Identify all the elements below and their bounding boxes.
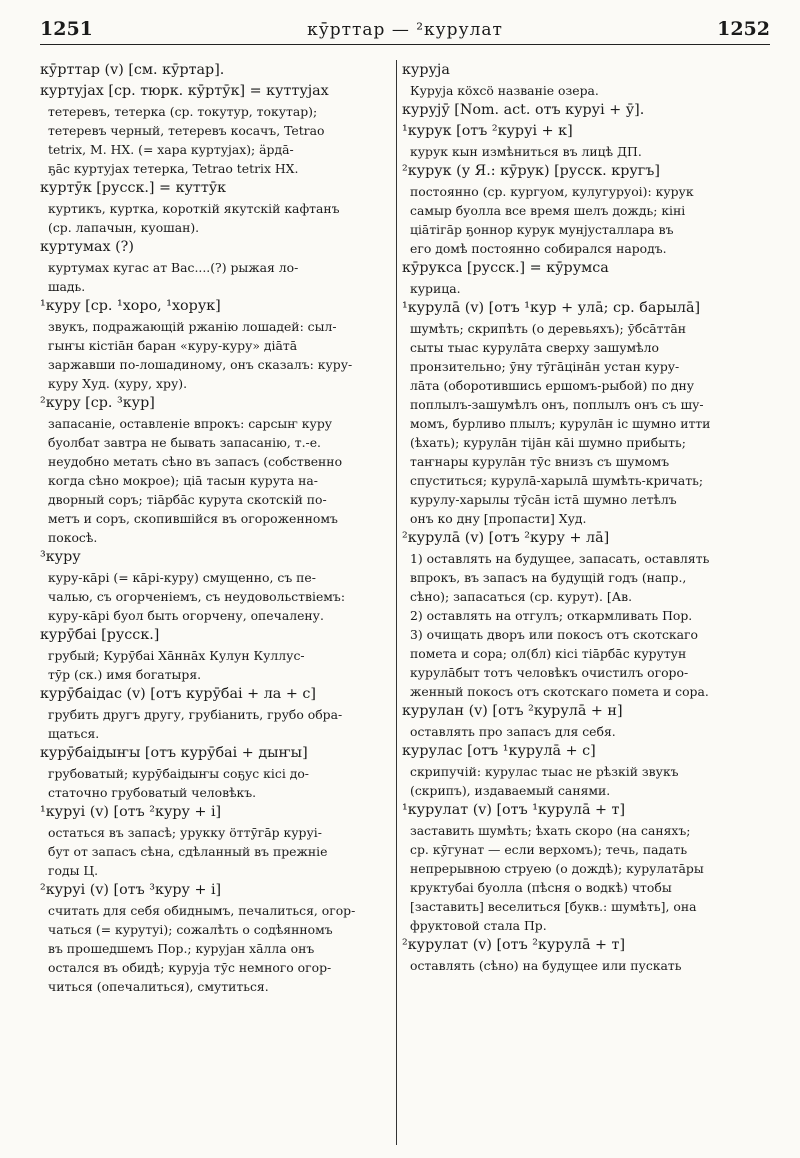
definition-line: его домѣ постоянно собирался народъ. (410, 241, 667, 256)
column-divider (396, 60, 397, 1145)
dictionary-entry (402, 701, 772, 741)
definition-line: тетеревъ черный, тетеревъ косачъ, Tetrao (48, 123, 325, 138)
dictionary-entry (40, 237, 390, 296)
dictionary-entry (402, 800, 772, 935)
running-title: кӯрттар — ²курулат (307, 20, 503, 40)
dictionary-entry (40, 296, 390, 393)
definition-line: чаться (= курутуі); сожалѣть о содѣянномъ (48, 922, 333, 937)
definition-line: грубить другъ другу, грубіанить, грубо обра- (48, 707, 343, 722)
definition-line: грубый; Курӯбаі Хāннāх Кулун Куллус- (48, 648, 305, 663)
definition-line: Куруjа кöхсö названіе озера. (410, 83, 599, 98)
dictionary-entry (402, 60, 772, 100)
definition-line: куртумах кугас ат Вас....(?) рыжая ло- (48, 260, 299, 275)
definition-line: ср. кӯгунат — если верхомъ); течь, падать (410, 842, 688, 857)
definition-line: женный покосъ отъ скотскаго помета и сора. (410, 684, 709, 699)
page-header (40, 10, 770, 45)
right-column (402, 60, 772, 975)
dictionary-entry (40, 393, 390, 547)
definition-line: куру-кāрі буол быть огорчену, опечалену. (48, 608, 324, 623)
definition-line: звукъ, подражающій ржанію лошадей: сыл- (48, 319, 337, 334)
dictionary-entry (402, 161, 772, 258)
definition-line: пронзительно; ӯну тӯгāцiнāн устан куру- (410, 359, 680, 374)
definition-line: шумѣть; скрипѣть (о деревьяхъ); ӯбсāттāн (410, 321, 687, 336)
definition-line: 2) оставлять на отгулъ; откармливать Пор. (410, 608, 693, 623)
left-column (40, 60, 390, 996)
definition-line: заставить шумѣть; ѣхать скоро (на саняхъ; (410, 823, 691, 838)
definition-line: впрокъ, въ запасъ на будущій годъ (напр., (410, 570, 687, 585)
definition-line: таҥнары курулāн тӯс внизъ съ шумомъ (410, 454, 670, 469)
definition-line: (ср. лапачын, куошан). (48, 220, 200, 235)
headword-line: кӯрукса [русск.] = кӯрумса (402, 260, 609, 276)
headword-line: ²куруі (v) [отъ ³куру + і] (40, 882, 222, 898)
dictionary-entry (402, 121, 772, 161)
definition-line: бут от запасъ сѣна, сдѣланный въ прежніе (48, 844, 328, 859)
dictionary-entry (40, 880, 390, 996)
headword-line: курӯбаідас (v) [отъ курӯбаі + ла + с] (40, 686, 316, 702)
definition-line: чалью, съ огорченіемъ, съ неудовольствіемъ: (48, 589, 345, 604)
definition-line: буолбат завтра не бывать запасанію, т.-е. (48, 435, 321, 450)
headword-line: ¹куру [ср. ¹хоро, ¹хорук] (40, 298, 221, 314)
definition-line: 1) оставлять на будущее, запасать, оставлять (410, 551, 710, 566)
definition-line: поплылъ-зашумѣлъ онъ, поплылъ онъ съ шу- (410, 397, 704, 412)
definition-line: считать для себя обиднымъ, печалиться, огор- (48, 903, 356, 918)
definition-line: куртикъ, куртка, короткій якутскій кафтанъ (48, 201, 340, 216)
definition-line: куру-кāрі (= кāрі-куру) смущенно, съ пе- (48, 570, 316, 585)
headword-line: ²курулā (v) [отъ ²куру + лā] (402, 530, 610, 546)
headword-line: ³куру (40, 549, 81, 565)
headword-line: ¹куруі (v) [отъ ²куру + і] (40, 804, 222, 820)
definition-line: круктубаі буолла (пѣсня о водкѣ) чтобы (410, 880, 672, 895)
dictionary-entry (40, 178, 390, 237)
definition-line: покосѣ. (48, 530, 98, 545)
definition-line: оставлять (сѣно) на будущее или пускать (410, 958, 682, 973)
definition-line: (скрипъ), издаваемый санями. (410, 783, 611, 798)
definition-line: помета и сора; ол(бл) кiсi тiāрбāс курутун (410, 646, 687, 661)
dictionary-entry (40, 743, 390, 802)
dictionary-entry (40, 802, 390, 880)
headword-line: ²куру [ср. ³кур] (40, 395, 155, 411)
dictionary-entry (40, 60, 390, 81)
definition-line: курук кын измѣниться въ лицѣ ДП. (410, 144, 642, 159)
definition-line: курулāбыт тотъ человѣкъ очистилъ огоро- (410, 665, 689, 680)
definition-line: остался въ обидѣ; куруjа тӯс немного огор- (48, 960, 332, 975)
definition-line: курулу-харылы тӯсāн iстā шумно летѣлъ (410, 492, 677, 507)
definition-line: статочно грубоватый человѣкъ. (48, 785, 257, 800)
definition-line: самыр буолла все время шелъ дождь; кiнi (410, 203, 686, 218)
definition-line: онъ ко дну [пропасти] Худ. (410, 511, 587, 526)
page-number-left: 1251 (40, 18, 93, 40)
definition-line: скрипучій: курулас тыас не рѣзкій звукъ (410, 764, 679, 779)
definition-line: спуститься; курулā-харылā шумѣть-кричать; (410, 473, 704, 488)
definition-line: курица. (410, 281, 461, 296)
headword-line: курулан (v) [отъ ²курулā + н] (402, 703, 623, 719)
dictionary-entry (40, 684, 390, 743)
headword-line: куруjа (402, 62, 450, 78)
definition-line: щаться. (48, 726, 100, 741)
definition-line: [заставить] веселиться [букв.: шумѣть], она (410, 899, 697, 914)
definition-line: въ прошедшемъ Пор.; куруjан хāлла онъ (48, 941, 315, 956)
headword-line: куртуjах [ср. тюрк. кӯртӯк] = куттуjах (40, 83, 329, 99)
definition-line: гыҥы кістiāн баран «куру-куру» дiāтā (48, 338, 298, 353)
definition-line: постоянно (ср. кургуом, кулугуруоі): курук (410, 184, 694, 199)
dictionary-entry (402, 741, 772, 800)
headword-line: ¹курулā (v) [отъ ¹кур + улā; ср. барылā] (402, 300, 701, 316)
definition-line: читься (опечалиться), смутиться. (48, 979, 269, 994)
headword-line: ¹курулат (v) [отъ ¹курулā + т] (402, 802, 626, 818)
dictionary-entry (40, 81, 390, 178)
definition-line: непрерывною струею (о дождѣ); курулатāры (410, 861, 704, 876)
dictionary-entry (402, 935, 772, 975)
definition-line: сыты тыас курулāта сверху зашумѣло (410, 340, 659, 355)
definition-line: когда сѣно мокрое); ціā тасын курута на- (48, 473, 318, 488)
definition-line: ҕāс куртуjах тетерка, Tetrao tetrix НХ. (48, 161, 299, 176)
headword-line: ²курулат (v) [отъ ²курулā + т] (402, 937, 626, 953)
headword-line: курујӯ [Nom. act. отъ куруі + ӯ]. (402, 102, 645, 118)
headword-line: ¹курук [отъ ²куруі + к] (402, 123, 573, 139)
headword-line: курӯбаі [русск.] (40, 627, 160, 643)
definition-line: (ѣхать); курулāн тiјāн кāi шумно прибыть; (410, 435, 686, 450)
dictionary-entry (40, 625, 390, 684)
dictionary-entry (402, 258, 772, 298)
headword-line: курӯбаідыҥы [отъ курӯбаі + дыҥы] (40, 745, 308, 761)
definition-line: 3) очищать дворъ или покосъ отъ скотскаго (410, 627, 698, 642)
headword-line: курулас [отъ ¹курулā + с] (402, 743, 596, 759)
definition-line: ціāтiгāр ҕоннор курук мунjусталлара въ (410, 222, 674, 237)
headword-line: куртумах (?) (40, 239, 134, 255)
definition-line: тетеревъ, тетерка (ср. токутур, токутар); (48, 104, 318, 119)
definition-line: фруктовой стала Пр. (410, 918, 547, 933)
headword-line: кӯрттар (v) [см. кӯртар]. (40, 62, 225, 78)
definition-line: запасаніе, оставленіе впрокъ: сарсыҥ куру (48, 416, 333, 431)
definition-line: момъ, бурливо плылъ; курулāн iс шумно итти (410, 416, 711, 431)
dictionary-entry (402, 298, 772, 528)
definition-line: дворный соръ; тіāрбāс курута скотскій по- (48, 492, 327, 507)
definition-line: грубоватый; курӯбаідыҥы соҕус кісі до- (48, 766, 309, 781)
definition-line: неудобно метать сѣно въ запасъ (собственно (48, 454, 343, 469)
definition-line: лāта (оборотившись ершомъ-рыбой) по дну (410, 378, 695, 393)
headword-line: ²курук (у Я.: кӯрук) [русск. кругъ] (402, 163, 660, 179)
definition-line: tetrix, М. НХ. (= хара куртуjах); ӓрдā- (48, 142, 294, 157)
definition-line: шадь. (48, 279, 86, 294)
dictionary-entry (402, 100, 772, 121)
definition-line: остаться въ запасѣ; урукку öттӯгāр куруі- (48, 825, 322, 840)
definition-line: годы Ц. (48, 863, 99, 878)
page-number-right: 1252 (717, 18, 770, 40)
dictionary-entry (40, 547, 390, 625)
headword-line: куртӯк [русск.] = куттӯк (40, 180, 227, 196)
dictionary-entry (402, 528, 772, 701)
definition-line: куру Худ. (хуру, хру). (48, 376, 188, 391)
definition-line: сѣно); запасаться (ср. курут). [Ав. (410, 589, 633, 604)
definition-line: заржавши по-лошадиному, онъ сказалъ: куру- (48, 357, 353, 372)
definition-line: оставлять про запасъ для себя. (410, 724, 616, 739)
definition-line: метъ и соръ, скопившійся въ огороженномъ (48, 511, 338, 526)
definition-line: тӯр (ск.) имя богатыря. (48, 667, 202, 682)
